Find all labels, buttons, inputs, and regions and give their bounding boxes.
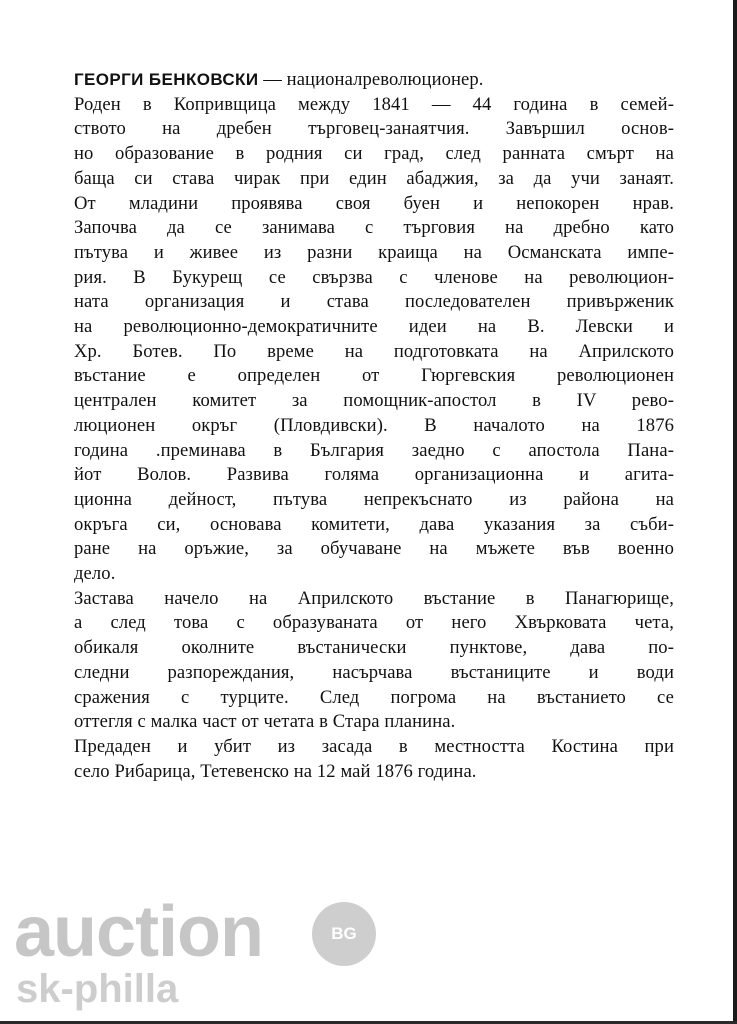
text-line: ране на оръжие, за обучаване на мъжете във военно bbox=[74, 538, 674, 560]
heading-name: ГЕОРГИ БЕНКОВСКИ bbox=[74, 70, 259, 89]
text-line: село Рибарица, Тетевенско на 12 май 1876 година. bbox=[74, 760, 477, 782]
text-line: следни разпореждания, насърчава въстаниците и води bbox=[74, 661, 674, 683]
watermark-badge: BG bbox=[312, 902, 376, 966]
text-line: Застава начело на Априлското въстание в Панагюрище, bbox=[74, 587, 674, 609]
text-line: люционен окръг (Пловдивски). В началото на 1876 bbox=[74, 414, 674, 436]
text-line: сражения с турците. След погрома на въстанието се bbox=[74, 686, 674, 708]
text-line: пътува и живее из разни краища на Османската импе- bbox=[74, 241, 674, 263]
text-line: на революционно-демократичните идеи на В. Левски и bbox=[74, 316, 674, 338]
watermark-main-text: auction bbox=[14, 892, 264, 972]
text-line: Хр. Ботев. По време на подготовката на Априлското bbox=[74, 340, 674, 362]
text-line: въстание е определен от Гюргевския революционен bbox=[74, 365, 674, 387]
text-line: йот Волов. Развива голяма организационна и агита- bbox=[74, 464, 674, 486]
text-line: Започва да се занимава с търговия на дребно като bbox=[74, 217, 674, 239]
text-line: Предаден и убит из засада в местността Костина при bbox=[74, 735, 674, 757]
text-line: централен комитет за помощник-апостол в IV рево- bbox=[74, 390, 674, 412]
text-line: ционна дейност, пътува непрекъснато из района на bbox=[74, 488, 674, 510]
watermark-sub-text: sk-philla bbox=[16, 967, 179, 1011]
page-edge-right bbox=[733, 0, 737, 1024]
text-line: окръга си, основава комитети, дава указания за съби- bbox=[74, 513, 674, 535]
text-line: ството на дребен търговец-занаятчия. Завършил основ- bbox=[74, 118, 674, 140]
text-line: но образование в родния си град, след ранната смърт на bbox=[74, 143, 674, 165]
text-line: а след това с образуваната от него Хвърковата чета, bbox=[74, 612, 674, 634]
text-line: оттегля с малка част от четата в Стара планина. bbox=[74, 711, 456, 733]
watermark bbox=[14, 892, 394, 1024]
text-line: рия. В Букурещ се свързва с членове на революцион- bbox=[74, 266, 674, 288]
text-line: дело. bbox=[74, 563, 116, 585]
text-line: година .преминава в България заедно с апостола Пана- bbox=[74, 439, 674, 461]
text-line: Роден в Копривщица между 1841 — 44 година в семей- bbox=[74, 93, 674, 115]
text-line: От младини проявява своя буен и непокорен нрав. bbox=[74, 192, 674, 214]
text-line: ната организация и става последователен привърженик bbox=[74, 291, 674, 313]
heading-line bbox=[74, 68, 674, 93]
text-line: обикаля околните въстанически пунктове, дава по- bbox=[74, 637, 674, 659]
heading-description: — националреволюционер. bbox=[258, 69, 484, 90]
biography-text bbox=[74, 68, 674, 784]
text-line: баща си става чирак при един абаджия, за да учи занаят. bbox=[74, 167, 674, 189]
